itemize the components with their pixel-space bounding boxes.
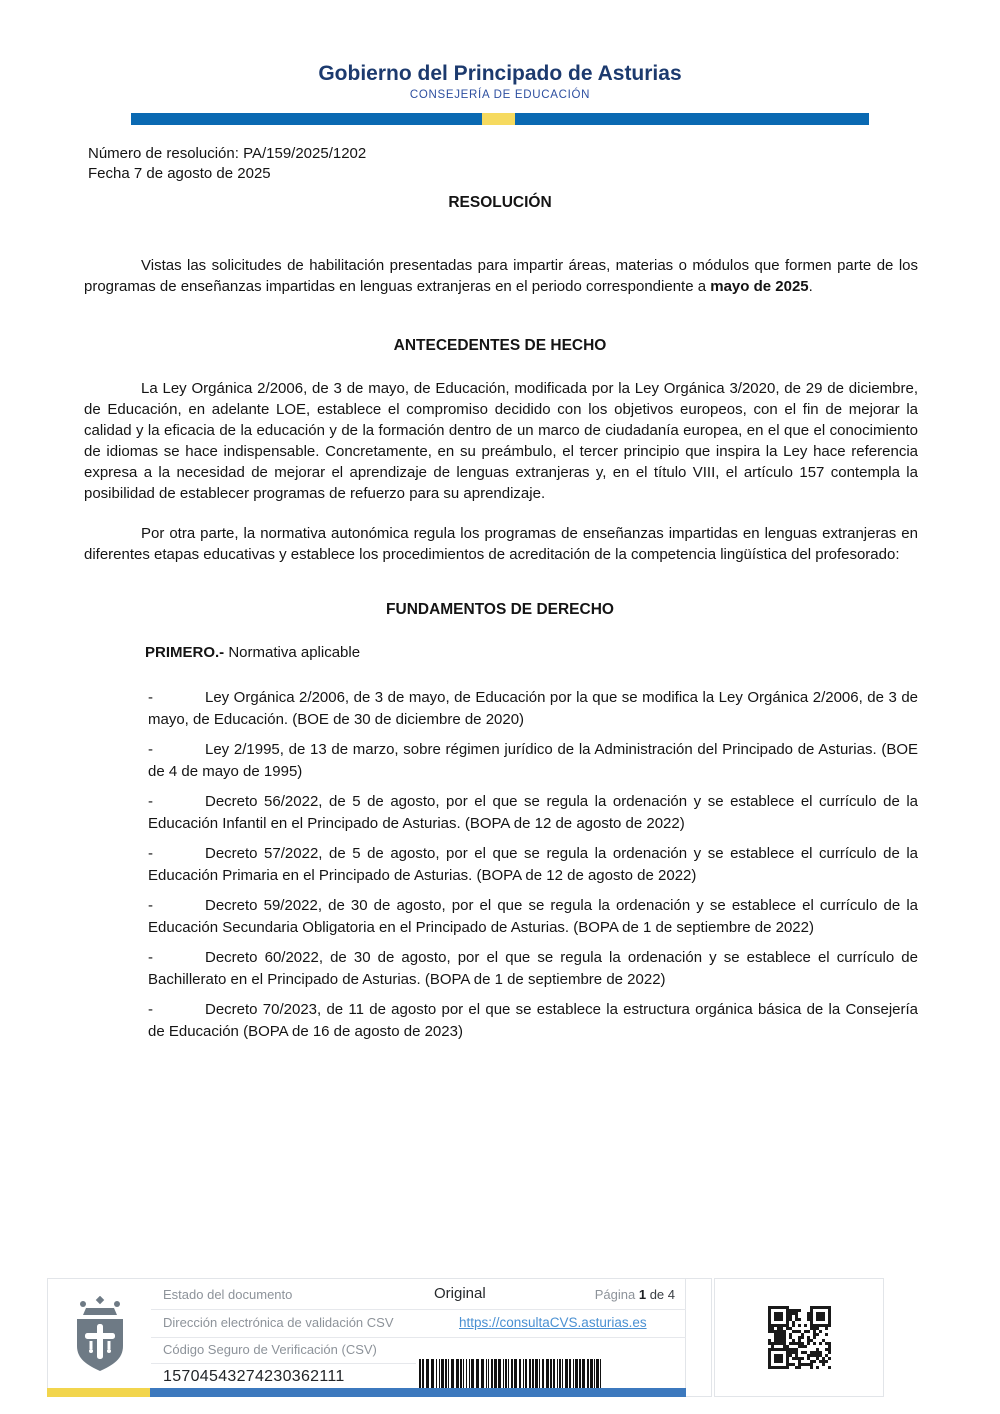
primero-line [84,642,918,663]
csv-label: Código Seguro de Verificación (CSV) [163,1342,377,1357]
gov-logo-title: Gobierno del Principado de Asturias [318,62,682,85]
primero-label: PRIMERO.- [145,644,225,661]
list-item [148,999,918,1042]
list-dash-marker: - [148,949,153,966]
gov-logo-subtitle: CONSEJERÍA DE EDUCACIÓN [409,89,591,101]
list-dash-marker: - [148,741,153,758]
list-item [148,687,918,730]
csv-value: 15704543274230362111 [163,1368,345,1385]
list-item-text: Decreto 59/2022, de 30 de agosto, por el que se regula la ordenación y se establece el currículo de la Educación Secundaria Obligatoria en el Principado de Asturias. (BOPA de 1 de septiembre de 2022) [148,897,918,936]
list-item [148,843,918,886]
list-item [148,947,918,990]
section-heading-fundamentos: FUNDAMENTOS DE DERECHO [386,601,614,618]
list-item-text: Decreto 70/2023, de 11 de agosto por el que se establece la estructura orgánica básica de la Consejería de Educación (BOPA de 16 de agosto de 2023) [148,1001,918,1040]
list-item-text: Decreto 57/2022, de 5 de agosto, por el que se regula la ordenación y se establece el currículo de la Educación Primaria en el Principado de Asturias. (BOPA de 12 de agosto de 2022) [148,845,918,884]
qr-code-box [714,1278,884,1397]
asturias-coat-of-arms-icon [73,1296,127,1372]
footer-validation-box [47,1278,712,1397]
intro-period: . [808,278,813,295]
footer-bar-yellow-segment [47,1388,150,1397]
primero-text: Normativa aplicable [228,644,361,661]
intro-bold-date: mayo de 2025 [710,278,809,295]
row-divider [151,1363,416,1364]
antecedentes-paragraph-1: La Ley Orgánica 2/2006, de 3 de mayo, de Educación, modificada por la Ley Orgánica 3/2020, de 29 de diciembre, de Educación, en adelante LOE, establece el compromiso decidido con los objetivos europeos, con el fin de mejorar la calidad y la eficacia de la educación y de la formación dentro de un marco de ciudadanía europea, en el que el conocimiento de idiomas se hace indispensable. Concretamente, en su preámbulo, el tercer principio que inspira la Ley hace referencia expresa a la necesidad de mejorar el aprendizaje de lenguas extranjeras y, en el título VIII, el artículo 157 contempla la posibilidad de establecer programas de refuerzo para su aprendizaje. [84,380,918,502]
page-label: Página [594,1287,636,1302]
intro-paragraph [84,255,918,297]
qr-code-icon [768,1306,831,1369]
antecedentes-paragraph-2: Por otra parte, la normativa autonómica regula los programas de enseñanzas impartidas en lenguas extranjeras en diferentes etapas educativas y establece los procedimientos de acreditación de la competencia lingüística del profesorado: [84,525,918,563]
estado-label: Estado del documento [163,1287,293,1302]
resolution-number: Número de resolución: PA/159/2025/1202 [88,145,367,162]
list-item [148,895,918,938]
estado-value: Original [434,1285,486,1302]
resolution-meta [88,144,1000,184]
list-dash-marker: - [148,845,153,862]
footer-divider-bar [47,1388,686,1397]
validation-label: Dirección electrónica de validación CSV [163,1315,394,1330]
resolution-date: Fecha 7 de agosto de 2025 [88,165,271,182]
list-dash-marker: - [148,793,153,810]
coat-of-arms-cell [48,1279,151,1389]
row-divider [151,1309,686,1310]
footer-bar-blue-segment [150,1388,686,1397]
list-item-text: Ley 2/1995, de 13 de marzo, sobre régimen jurídico de la Administración del Principado de Asturias. (BOE de 4 de mayo de 1995) [148,741,918,780]
header [0,0,1000,125]
list-dash-marker: - [148,689,153,706]
list-item-text: Decreto 56/2022, de 5 de agosto, por el que se regula la ordenación y se establece el currículo de la Educación Infantil en el Principado de Asturias. (BOPA de 12 de agosto de 2022) [148,793,918,832]
list-item [148,791,918,834]
validation-link[interactable]: https://consultaCVS.asturias.es [459,1315,647,1330]
normativa-list [0,687,1000,1042]
row-divider [151,1337,686,1338]
list-item-text: Decreto 60/2022, de 30 de agosto, por el que se regula la ordenación y se establece el currículo de Bachillerato en el Principado de Asturias. (BOPA de 1 de septiembre de 2022) [148,949,918,988]
barcode [419,1359,606,1389]
page-total: de 4 [649,1287,675,1302]
header-divider-yellow-segment [482,113,515,125]
header-divider-bar [131,113,869,125]
page-number: 1 [638,1287,647,1302]
intro-text: Vistas las solicitudes de habilitación presentadas para impartir áreas, materias o módulos que formen parte de los programas de enseñanzas impartidas en lenguas extranjeras en el periodo correspondiente a [84,257,918,295]
document-title: RESOLUCIÓN [448,194,552,211]
list-dash-marker: - [148,1001,153,1018]
section-heading-antecedentes: ANTECEDENTES DE HECHO [393,337,607,354]
list-dash-marker: - [148,897,153,914]
list-item-text: Ley Orgánica 2/2006, de 3 de mayo, de Educación por la que se modifica la Ley Orgánica 2/2006, de 3 de mayo, de Educación. (BOE de 30 de diciembre de 2020) [148,689,918,728]
page-indicator [595,1287,675,1302]
list-item [148,739,918,782]
